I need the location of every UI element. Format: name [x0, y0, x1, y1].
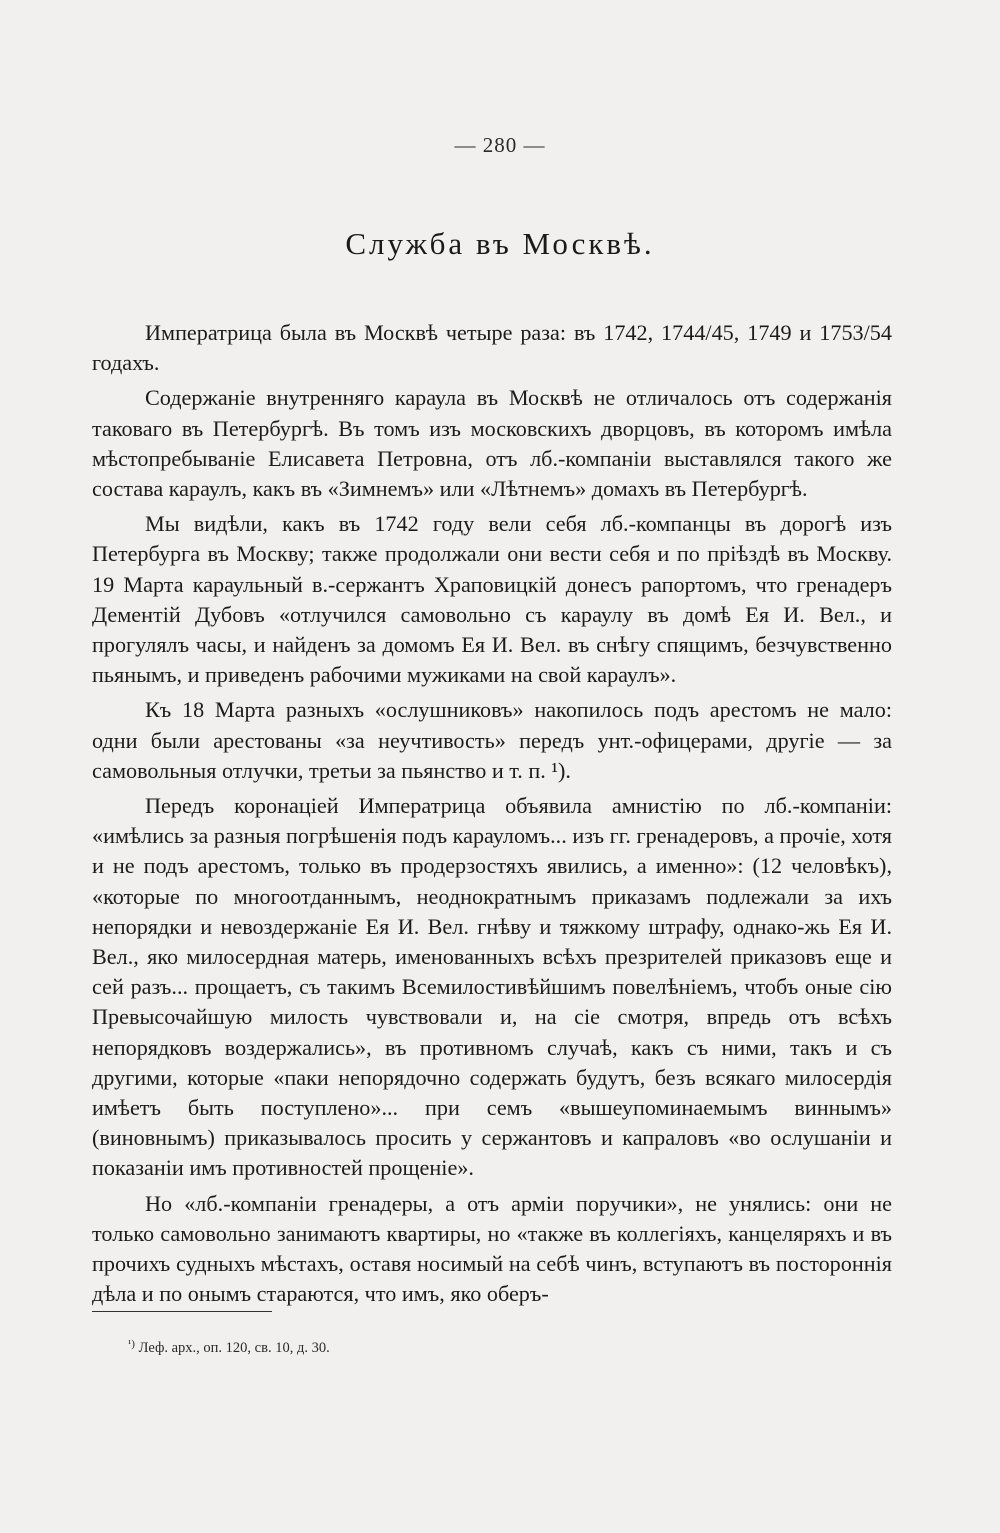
footnote-separator	[92, 1311, 272, 1312]
paragraph: Передъ коронацiей Императрица объявила амнистiю по лб.-компанiи: «имѣлись за разныя погрѣшенiя подъ карауломъ... изъ гг. гренадеровъ, а прочiе, хотя и не подъ арестомъ, только въ продерзостяхъ явились, а именно»: (12 человѣкъ), «которые по многоотданнымъ, неоднократнымъ приказамъ подлежали за ихъ непорядки и невоздержанiе Ея И. Вел. гнѣву и тяжкому штрафу, однако-жь Ея И. Вел., яко милосердная матерь, именованныхъ всѣхъ презрителей приказовъ еще и сей разъ... прощаетъ, съ такимъ Всемилостивѣйшимъ повелѣнiемъ, чтобъ оные сiю Превысочайшую милость чувствовали и, на сiе смотря, впредь отъ всѣхъ непорядковъ воздержались», въ противномъ случаѣ, какъ съ ними, такъ и съ другими, которые «паки непорядочно содержать будутъ, безъ всякаго милосердiя имѣетъ быть поступлено»... при семъ «вышеупоминаемымъ виннымъ» (виновнымъ) приказывалось просить у сержантовъ и капраловъ «во ослушанiи и показанiи имъ противностей прощенiе».	[92, 793, 892, 1181]
footnote	[128, 1334, 330, 1358]
chapter-title: Служба въ Москвѣ.	[345, 226, 655, 261]
page-number: — 280 —	[454, 133, 546, 157]
paragraph: Императрица была въ Москвѣ четыре раза: въ 1742, 1744/45, 1749 и 1753/54 годахъ.	[92, 320, 892, 376]
footnote-text: Леф. арх., оп. 120, св. 10, д. 30.	[138, 1340, 330, 1356]
paragraph: Но «лб.-компанiи гренадеры, а отъ армiи поручики», не унялись: они не только самовольно занимаютъ квартиры, но «также въ коллегiяхъ, канцеляряхъ и въ прочихъ судныхъ мѣстахъ, оставя носимый на себѣ чинъ, вступаютъ въ постороннiя дѣла и по онымъ стараются, что имъ, яко оберъ-	[92, 1190, 892, 1307]
body-text	[92, 318, 892, 1315]
paragraph: Мы видѣли, какъ въ 1742 году вели себя лб.-компанцы въ дорогѣ изъ Петербурга въ Москву; также продолжали они вести себя и по прiѣздѣ въ Москву. 19 Марта караульный в.-сержантъ Храповицкiй донесъ рапортомъ, что гренадеръ Дементiй Дубовъ «отлучился самовольно съ караулу въ домѣ Ея И. Вел., и прогулялъ часы, и найденъ за домомъ Ея И. Вел. въ снѣгу спящимъ, безчувственно пьянымъ, и приведенъ рабочими мужиками на свой караулъ».	[92, 511, 892, 688]
paragraph: Къ 18 Марта разныхъ «ослушниковъ» накопилось подъ арестомъ не мало: одни были арестованы «за неучтивость» передъ унт.-офицерами, другiе — за самовольныя отлучки, третьи за пьянство и т. п. ¹).	[92, 697, 892, 783]
paragraph: Содержанiе внутренняго караула въ Москвѣ не отличалось отъ содержанiя таковаго въ Петербургѣ. Въ томъ изъ московскихъ дворцовъ, въ которомъ имѣла мѣстопребыванiе Елисавета Петровна, отъ лб.-компанiи выставлялся такого же состава караулъ, какъ въ «Зимнемъ» или «Лѣтнемъ» домахъ въ Петербургѣ.	[92, 385, 892, 502]
footnote-marker: ¹)	[128, 1338, 135, 1350]
